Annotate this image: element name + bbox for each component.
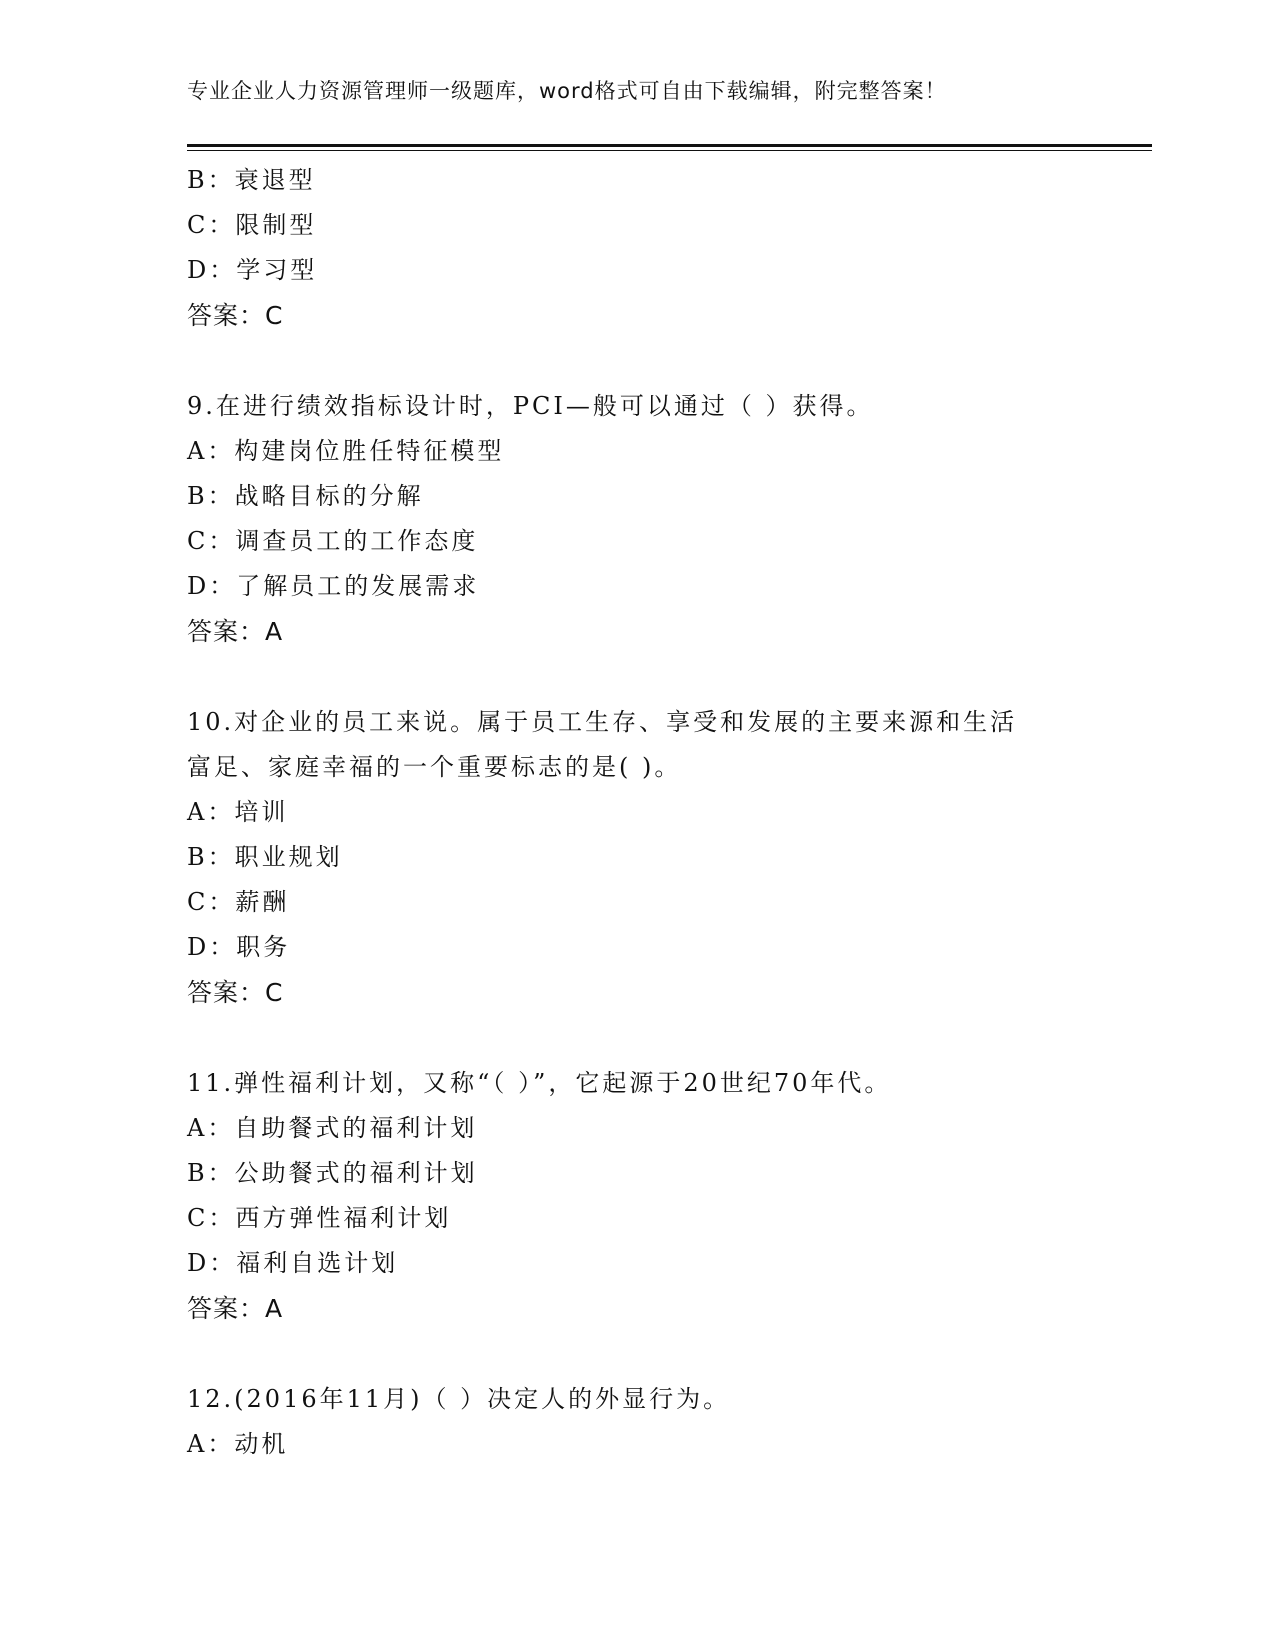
option-b: B：公助餐式的福利计划 [187, 1159, 478, 1187]
spacer [187, 1331, 1147, 1377]
option-c: C：调查员工的工作态度 [187, 527, 479, 555]
spacer [187, 654, 1147, 700]
option-a: A：培训 [187, 798, 289, 826]
answer: 答案：C [187, 301, 284, 330]
spacer [187, 1015, 1147, 1061]
question-9: 9.在进行绩效指标设计时，PCI—般可以通过（ ）获得。 [187, 392, 874, 420]
option-c: C：西方弹性福利计划 [187, 1204, 452, 1232]
option-b: B：战略目标的分解 [187, 482, 424, 510]
option-a: A：自助餐式的福利计划 [187, 1114, 478, 1142]
option-b: B：衰退型 [187, 166, 316, 194]
spacer [187, 338, 1147, 384]
header-rule-thick [187, 144, 1152, 147]
answer: 答案：A [187, 617, 284, 646]
answer: 答案：C [187, 978, 284, 1007]
option-c: C：薪酬 [187, 888, 290, 916]
option-a: A：动机 [187, 1430, 289, 1458]
question-content [187, 158, 1147, 1467]
answer: 答案：A [187, 1294, 284, 1323]
question-10-line-2: 富足、家庭幸福的一个重要标志的是( )。 [187, 753, 682, 781]
question-11: 11.弹性福利计划，又称“（ ）”，它起源于20世纪70年代。 [187, 1069, 892, 1097]
option-d: D：学习型 [187, 256, 318, 284]
option-d: D：职务 [187, 933, 291, 961]
question-10-line-1: 10.对企业的员工来说。属于员工生存、享受和发展的主要来源和生活 [187, 708, 1018, 736]
option-d: D：了解员工的发展需求 [187, 572, 480, 600]
option-d: D：福利自选计划 [187, 1249, 399, 1277]
option-b: B：职业规划 [187, 843, 343, 871]
option-c: C：限制型 [187, 211, 317, 239]
page-header: 专业企业人力资源管理师一级题库，word格式可自由下载编辑，附完整答案！ [187, 79, 947, 103]
option-a: A：构建岗位胜任特征模型 [187, 437, 505, 465]
header-rule-thin [187, 150, 1152, 151]
question-12: 12.(2016年11月)（ ）决定人的外显行为。 [187, 1385, 731, 1413]
